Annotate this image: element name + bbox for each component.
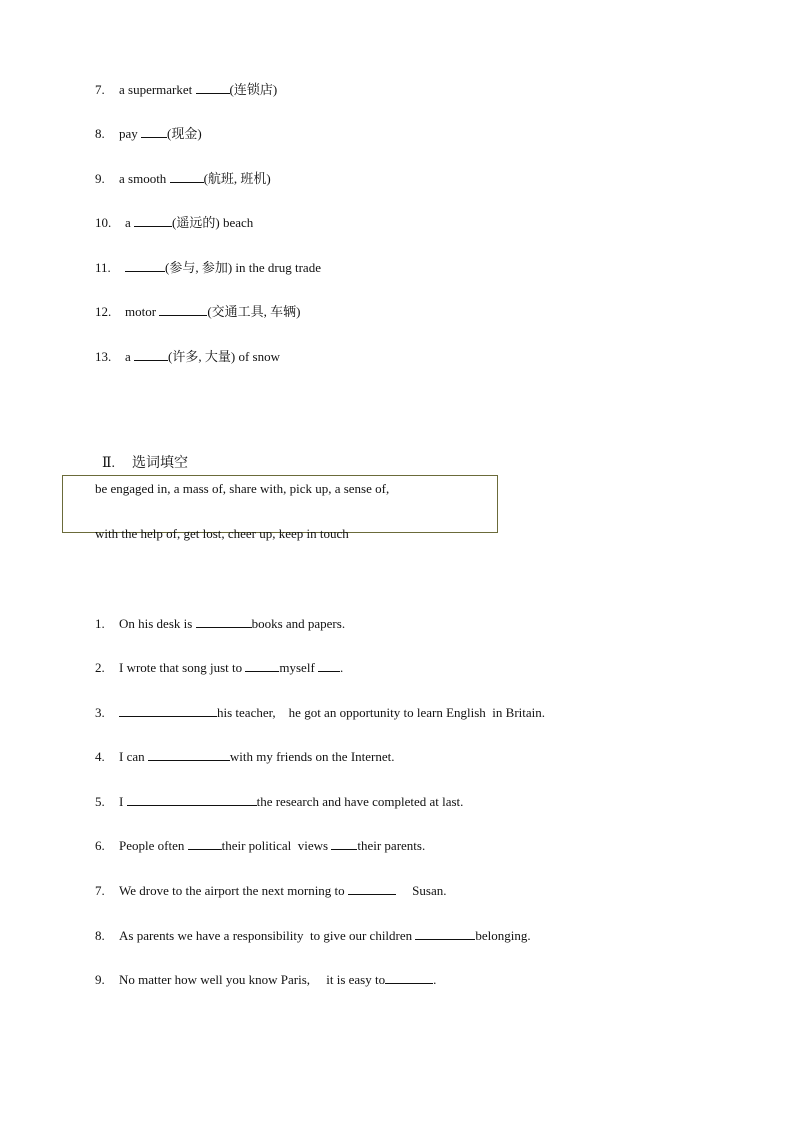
- item-number: 9.: [95, 171, 105, 186]
- sentence-text: I wrote that song just to: [119, 660, 246, 675]
- sentence-item: [95, 793, 463, 810]
- sentence-item: [95, 837, 425, 854]
- sentence-text: his teacher, he got an opportunity to learn English in Britain.: [217, 705, 546, 720]
- item-text-before: a: [125, 349, 135, 364]
- answer-blank[interactable]: [170, 170, 204, 183]
- item-hint: (许多, 大量) of snow: [168, 349, 280, 364]
- answer-blank[interactable]: [245, 659, 279, 672]
- sentence-text: .: [340, 660, 344, 675]
- answer-blank[interactable]: [119, 704, 217, 717]
- answer-blank[interactable]: [134, 214, 172, 227]
- item-number: 3.: [95, 705, 105, 720]
- answer-blank[interactable]: [415, 927, 475, 940]
- answer-blank[interactable]: [125, 259, 165, 272]
- item-number: 2.: [95, 660, 105, 675]
- vocab-item: [95, 303, 300, 320]
- sentence-item: [95, 704, 545, 721]
- sentence-text: their parents.: [357, 838, 426, 853]
- sentence-text: myself: [279, 660, 319, 675]
- answer-blank[interactable]: [385, 971, 433, 984]
- sentence-text: belonging.: [475, 928, 531, 943]
- sentence-text: books and papers.: [251, 616, 346, 631]
- answer-blank[interactable]: [196, 615, 252, 628]
- sentence-text: I: [119, 794, 127, 809]
- sentence-item: [95, 659, 343, 676]
- item-hint: (交通工具, 车辆): [207, 304, 301, 319]
- answer-blank[interactable]: [148, 748, 230, 761]
- sentence-item: [95, 927, 531, 944]
- item-text-before: a smooth: [119, 171, 170, 186]
- item-text-before: motor: [125, 304, 160, 319]
- sentence-text: I can: [119, 749, 148, 764]
- item-hint: (现金): [167, 126, 202, 141]
- section-2-heading: [95, 436, 188, 472]
- answer-blank[interactable]: [134, 348, 168, 361]
- sentence-text: .: [433, 972, 437, 987]
- item-number: 13.: [95, 349, 112, 364]
- item-text-before: pay: [119, 126, 142, 141]
- item-number: 8.: [95, 928, 105, 943]
- item-number: 7.: [95, 883, 105, 898]
- item-text-before: a supermarket: [119, 82, 196, 97]
- word-bank-line-2: with the help of, get lost, cheer up, keep in touch: [95, 526, 349, 541]
- section-title: 选词填空: [132, 456, 188, 471]
- item-text-before: a: [125, 215, 135, 230]
- item-number: 1.: [95, 616, 105, 631]
- item-number: 7.: [95, 82, 105, 97]
- sentence-text: People often: [119, 838, 188, 853]
- answer-blank[interactable]: [318, 659, 340, 672]
- section-number: Ⅱ.: [102, 456, 116, 471]
- sentence-item: [95, 748, 395, 765]
- vocab-item: [95, 125, 202, 142]
- item-number: 8.: [95, 126, 105, 141]
- answer-blank[interactable]: [141, 125, 167, 138]
- sentence-text: No matter how well you know Paris, it is easy to: [119, 972, 386, 987]
- item-hint: (航班, 班机): [203, 171, 271, 186]
- item-hint: (连锁店): [229, 82, 278, 97]
- vocab-item: [95, 348, 280, 365]
- word-bank-line-1: be engaged in, a mass of, share with, pick up, a sense of,: [95, 481, 390, 496]
- sentence-item: [95, 971, 436, 988]
- vocab-item: [95, 170, 271, 187]
- sentence-text: their political views: [221, 838, 332, 853]
- answer-blank[interactable]: [196, 81, 230, 94]
- item-number: 5.: [95, 794, 105, 809]
- item-number: 9.: [95, 972, 105, 987]
- item-number: 10.: [95, 215, 112, 230]
- vocab-item: [95, 214, 253, 231]
- item-number: 4.: [95, 749, 105, 764]
- sentence-item: [95, 615, 345, 632]
- sentence-text: with my friends on the Internet.: [229, 749, 395, 764]
- sentence-text: As parents we have a responsibility to give our children: [119, 928, 416, 943]
- item-hint: (遥远的) beach: [172, 215, 254, 230]
- answer-blank[interactable]: [159, 303, 207, 316]
- answer-blank[interactable]: [331, 837, 357, 850]
- item-number: 6.: [95, 838, 105, 853]
- item-number: 11.: [95, 260, 111, 275]
- item-number: 12.: [95, 304, 112, 319]
- sentence-text: We drove to the airport the next morning to: [119, 883, 348, 898]
- vocab-item: [95, 259, 321, 276]
- sentence-text: Susan.: [395, 883, 447, 898]
- item-hint: (参与, 参加) in the drug trade: [165, 260, 321, 275]
- answer-blank[interactable]: [348, 882, 396, 895]
- sentence-item: [95, 882, 446, 899]
- answer-blank[interactable]: [127, 793, 257, 806]
- sentence-text: the research and have completed at last.: [256, 794, 464, 809]
- answer-blank[interactable]: [188, 837, 222, 850]
- sentence-text: On his desk is: [119, 616, 196, 631]
- vocab-item: [95, 81, 277, 98]
